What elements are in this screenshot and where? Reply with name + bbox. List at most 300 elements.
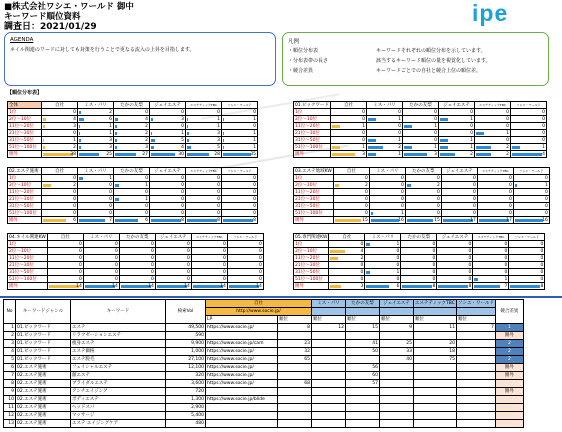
- row-rank: 12: [312, 324, 346, 332]
- rank-count: 0: [441, 182, 477, 189]
- grid-column-header: 自社: [42, 168, 78, 175]
- row-keyword: マッサージ: [71, 412, 166, 420]
- rank-count: 3: [42, 123, 78, 130]
- distribution-bar: [476, 146, 491, 149]
- distribution-bar: [402, 285, 432, 288]
- distribution-bar: [330, 257, 338, 260]
- rank-label: 11位〜20位: [294, 123, 331, 130]
- rank-count: 1: [366, 151, 402, 158]
- row-rank: 23: [278, 340, 312, 348]
- rank-count: 1: [365, 241, 401, 248]
- rank-count: 1: [369, 210, 405, 217]
- rank-count: 14: [227, 283, 263, 290]
- rank-count: 0: [513, 189, 549, 196]
- grid-column-header: ミス・パリ: [83, 234, 119, 241]
- row-rank: [456, 332, 495, 340]
- grid-row: [294, 144, 547, 151]
- rank-count: 0: [222, 109, 258, 116]
- grid-row: [294, 151, 547, 158]
- rank-count: 2: [114, 123, 150, 130]
- rank-count: 0: [477, 196, 513, 203]
- rank-count: 0: [42, 109, 78, 116]
- row-rank: [312, 412, 346, 420]
- rank-count: 0: [83, 269, 119, 276]
- section-title: 【順位分布表】: [7, 90, 43, 96]
- grid-column-header: ソシエ・ワールド: [513, 168, 549, 175]
- rank-count: 0: [78, 210, 114, 217]
- grid-row: [294, 123, 547, 130]
- grid-title: 03.エステ地域KW: [295, 168, 332, 174]
- distribution-bar: [515, 219, 543, 222]
- distribution-bar: [79, 125, 80, 128]
- rank-count: 0: [329, 276, 365, 283]
- rank-count: 2: [366, 144, 402, 151]
- grid-row: [8, 196, 258, 203]
- distribution-bar: [440, 146, 448, 149]
- distribution-bar: [187, 132, 189, 135]
- rank-count: 0: [114, 210, 150, 217]
- rank-count: 0: [369, 203, 405, 210]
- row-competitor-diff: 2: [495, 348, 523, 356]
- rank-count: 1: [513, 182, 549, 189]
- rank-count: 0: [222, 123, 258, 130]
- rank-count: 3: [186, 130, 222, 137]
- distribution-bar: [151, 132, 152, 135]
- rank-count: 0: [437, 276, 473, 283]
- rank-label: 圏外: [294, 151, 331, 158]
- rank-count: 0: [510, 123, 546, 130]
- rank-count: 0: [150, 175, 186, 182]
- row-rank: 9: [380, 324, 414, 332]
- rank-count: 0: [405, 203, 441, 210]
- distribution-bar: [79, 118, 84, 121]
- row-landing-page: https://www.socie.jp/cam: [206, 340, 278, 348]
- competitor-url: [414, 308, 457, 316]
- row-rank: [346, 420, 380, 428]
- grid-row: [8, 276, 264, 283]
- row-genre: 02.エステ施術: [16, 396, 71, 404]
- row-genre: 01.ビックワード: [16, 332, 71, 340]
- row-genre: 02.エステ施術: [16, 380, 71, 388]
- rank-count: 2: [438, 151, 474, 158]
- grid-title: 全体: [8, 102, 42, 109]
- grid-column-header: ソシエ・ワールド: [509, 234, 545, 241]
- rank-count: 0: [42, 175, 78, 182]
- distribution-bar: [404, 153, 427, 156]
- row-number: 5: [4, 356, 16, 364]
- rank-count: 1: [78, 123, 114, 130]
- row-landing-page: https://www.socie.jp/blide: [206, 396, 278, 404]
- row-competitor-diff: [495, 380, 523, 388]
- row-volume: 590: [166, 332, 206, 340]
- row-keyword: 痩身エステ: [71, 340, 166, 348]
- rank-count: 0: [42, 210, 78, 217]
- agenda-body: ネイル関連のワードに対しても対策を行うことで更なる流入の上昇を目指します。: [10, 47, 195, 53]
- row-rank: [380, 420, 414, 428]
- rank-count: 0: [369, 182, 405, 189]
- section-divider: [0, 296, 562, 298]
- rank-count: 0: [119, 276, 155, 283]
- table-row: [4, 340, 524, 348]
- row-rank: [346, 388, 380, 396]
- row-landing-page: https://www.socie.jp/: [206, 356, 278, 364]
- grid-column-header: ジェイエステ: [438, 102, 474, 109]
- rank-label: 51位〜100位: [294, 144, 331, 151]
- rank-count: 1: [473, 276, 509, 283]
- rank-count: 0: [401, 248, 437, 255]
- row-rank: [380, 364, 414, 372]
- row-landing-page: https://www.socie.jp/: [206, 348, 278, 356]
- rank-count: 0: [437, 269, 473, 276]
- rank-label: 1位: [8, 109, 42, 116]
- grid-row: [294, 210, 550, 217]
- grid-row: [294, 255, 545, 262]
- rank-label: 31位〜50位: [8, 269, 48, 276]
- grid-row: [8, 189, 258, 196]
- row-rank: [312, 348, 346, 356]
- row-rank: [346, 412, 380, 420]
- rank-count: 0: [438, 109, 474, 116]
- rank-count: 25: [78, 151, 114, 158]
- rank-count: 0: [509, 269, 545, 276]
- row-volume: 2,900: [166, 404, 206, 412]
- grid-row: [8, 151, 258, 158]
- distribution-bar: [223, 132, 224, 135]
- row-genre: 02.エステ施術: [16, 364, 71, 372]
- distribution-bar: [515, 184, 517, 187]
- rank-count: 0: [438, 130, 474, 137]
- rank-count: 0: [402, 130, 438, 137]
- grid-column-header: たかの友梨: [119, 234, 155, 241]
- row-number: 1: [4, 324, 16, 332]
- row-landing-page: https://www.socie.jp/: [206, 372, 278, 380]
- row-rank: [380, 396, 414, 404]
- rank-label: 11位〜20位: [8, 189, 42, 196]
- distribution-bar: [121, 285, 151, 288]
- rank-count: 0: [329, 241, 365, 248]
- rank-count: 0: [222, 182, 258, 189]
- grid-column-header: ミス・パリ: [365, 234, 401, 241]
- row-rank: [414, 388, 457, 396]
- grid-row: [294, 116, 547, 123]
- col-header-rank: 順位: [278, 316, 312, 324]
- grid-column-header: ジェイエステ: [155, 234, 191, 241]
- grid-column-header: たかの友梨: [401, 234, 437, 241]
- distribution-bar: [330, 250, 345, 253]
- rank-count: 6: [365, 283, 401, 290]
- distribution-bar: [223, 118, 224, 121]
- distribution-bar: [43, 125, 45, 128]
- row-rank: [380, 404, 414, 412]
- rank-count: 0: [186, 203, 222, 210]
- grid-row: [294, 137, 547, 144]
- distribution-bar: [440, 153, 455, 156]
- rank-count: 38: [42, 151, 78, 158]
- rank-count: 0: [405, 196, 441, 203]
- rank-count: 0: [513, 196, 549, 203]
- grid-row: [294, 109, 547, 116]
- row-keyword: ボディエステ: [71, 396, 166, 404]
- row-rank: [380, 412, 414, 420]
- row-rank: [312, 340, 346, 348]
- grid-column-header: ジェイエステ: [437, 234, 473, 241]
- row-number: 2: [4, 332, 16, 340]
- rank-count: 0: [473, 262, 509, 269]
- rank-count: 15: [333, 217, 369, 224]
- table-row: [4, 372, 524, 380]
- distribution-bar: [187, 153, 209, 156]
- grid-title: 01.ピックワード: [295, 102, 329, 108]
- row-number: 12: [4, 412, 16, 420]
- rank-count: 0: [329, 262, 365, 269]
- row-rank: 8: [278, 324, 312, 332]
- rank-count: 0: [186, 109, 222, 116]
- rank-label: 21位〜30位: [8, 130, 42, 137]
- rank-count: 0: [119, 262, 155, 269]
- rank-count: 0: [509, 248, 545, 255]
- row-rank: [380, 380, 414, 388]
- table-row: [4, 348, 524, 356]
- distribution-bar: [223, 153, 251, 156]
- grid-title: 05.専門関連KW: [295, 234, 328, 240]
- rank-count: 1: [114, 182, 150, 189]
- rank-count: 0: [150, 182, 186, 189]
- rank-label: 圏外: [294, 217, 334, 224]
- grid-row: [294, 189, 550, 196]
- grid-row: [8, 109, 258, 116]
- distribution-bar: [330, 285, 341, 288]
- grid-column-header: エステティックTBC: [191, 234, 227, 241]
- rank-count: 0: [155, 248, 191, 255]
- rank-count: 0: [227, 255, 263, 262]
- distribution-bar: [368, 118, 376, 121]
- row-volume: 320: [166, 372, 206, 380]
- rank-label: 51位〜100位: [8, 210, 42, 217]
- table-row: [4, 396, 524, 404]
- distribution-bar: [223, 146, 224, 149]
- agenda-title: AGENDA: [10, 37, 34, 43]
- rank-count: 0: [510, 109, 546, 116]
- rank-count: 0: [401, 255, 437, 262]
- row-rank: 50: [346, 348, 380, 356]
- rank-label: 1位: [294, 241, 329, 248]
- rank-label: 圏外: [8, 151, 42, 158]
- rank-label: 2位〜10位: [8, 248, 48, 255]
- grid-row: [8, 217, 258, 224]
- row-rank: [346, 332, 380, 340]
- rank-count: 0: [47, 241, 83, 248]
- rank-count: 0: [365, 276, 401, 283]
- distribution-bar: [115, 118, 118, 121]
- rank-count: 0: [509, 241, 545, 248]
- rank-count: 30: [150, 151, 186, 158]
- row-genre: 01.ビックワード: [16, 340, 71, 348]
- row-volume: 12,100: [166, 364, 206, 372]
- distribution-bar: [366, 271, 370, 274]
- legend-value: キーワードそれぞれの順位分布を示しています。: [376, 48, 486, 54]
- rank-label: 21位〜30位: [294, 262, 329, 269]
- grid-column-header: エステティックTBC: [473, 234, 509, 241]
- distribution-bar: [510, 285, 540, 288]
- rank-count: 0: [222, 196, 258, 203]
- rank-count: 0: [119, 255, 155, 262]
- rank-grid: [7, 233, 264, 290]
- rank-count: 0: [473, 269, 509, 276]
- rank-label: 31位〜50位: [8, 203, 42, 210]
- table-row: [4, 420, 524, 428]
- grid-column-header: ソシエ・ワールド: [510, 102, 546, 109]
- row-competitor-diff: [495, 420, 523, 428]
- rank-count: 0: [441, 189, 477, 196]
- distribution-bar: [49, 285, 79, 288]
- rank-count: 4: [329, 248, 365, 255]
- rank-count: 8: [509, 283, 545, 290]
- row-volume: 5,400: [166, 412, 206, 420]
- rank-count: 2: [42, 144, 78, 151]
- rank-count: 0: [155, 255, 191, 262]
- row-rank: 11: [414, 324, 457, 332]
- rank-count: 0: [441, 203, 477, 210]
- grid-row: [8, 210, 258, 217]
- row-volume: 9,900: [166, 340, 206, 348]
- row-rank: [456, 380, 495, 388]
- row-landing-page: [206, 388, 278, 396]
- grid-column-header: ミス・パリ: [78, 102, 114, 109]
- row-rank: [312, 356, 346, 364]
- row-rank: [312, 420, 346, 428]
- rank-count: 14: [47, 283, 83, 290]
- grid-row: [294, 182, 550, 189]
- distribution-bar: [85, 285, 115, 288]
- row-rank: [278, 388, 312, 396]
- rank-count: 1: [78, 175, 114, 182]
- grid-column-header: たかの友梨: [405, 168, 441, 175]
- rank-count: 17: [477, 217, 513, 224]
- rank-count: 0: [186, 175, 222, 182]
- row-rank: [456, 364, 495, 372]
- distribution-bar: [115, 139, 117, 142]
- row-rank: [312, 388, 346, 396]
- rank-count: 8: [401, 283, 437, 290]
- grid-column-header: 自社: [333, 168, 369, 175]
- rank-count: 0: [78, 189, 114, 196]
- rank-count: 0: [191, 241, 227, 248]
- row-rank: 41: [346, 340, 380, 348]
- grid-column-header: エステティックTBC: [186, 168, 222, 175]
- row-landing-page: [206, 412, 278, 420]
- col-header-rank: 順位: [312, 316, 346, 324]
- row-rank: [414, 396, 457, 404]
- distribution-bar: [43, 184, 51, 187]
- row-rank: 56: [346, 364, 380, 372]
- col-header-rank: 順位: [346, 316, 380, 324]
- distribution-bar: [151, 219, 181, 222]
- row-rank: [456, 348, 495, 356]
- rank-count: 0: [402, 116, 438, 123]
- rank-count: 0: [42, 130, 78, 137]
- row-rank: 65: [278, 356, 312, 364]
- rank-count: 0: [402, 137, 438, 144]
- rank-count: 0: [402, 109, 438, 116]
- rank-count: 0: [369, 196, 405, 203]
- rank-label: 2位〜10位: [294, 116, 331, 123]
- rank-count: 0: [510, 130, 546, 137]
- rank-label: 11位〜20位: [8, 123, 42, 130]
- row-rank: [278, 396, 312, 404]
- rank-count: 0: [42, 203, 78, 210]
- row-number: 9: [4, 388, 16, 396]
- row-rank: [312, 364, 346, 372]
- distribution-bar: [368, 153, 376, 156]
- row-rank: [278, 372, 312, 380]
- distribution-bar: [223, 219, 253, 222]
- row-rank: 20: [414, 340, 457, 348]
- distribution-bar: [512, 146, 520, 149]
- rank-label: 1位: [8, 175, 42, 182]
- ipe-logo: ipe: [472, 0, 509, 26]
- row-rank: [414, 380, 457, 388]
- row-competitor-diff: 圏外: [495, 364, 523, 372]
- rank-label: 51位〜100位: [8, 144, 42, 151]
- rank-count: 0: [509, 255, 545, 262]
- rank-count: 1: [402, 144, 438, 151]
- legend-value: キーワードごとでの自社と競合上位の順位差。: [376, 68, 482, 74]
- rank-count: 0: [42, 189, 78, 196]
- row-keyword: リラクゼーションエステ: [71, 332, 166, 340]
- grid-column-header: 自社: [329, 234, 365, 241]
- rank-count: 0: [78, 182, 114, 189]
- rank-count: 1: [438, 116, 474, 123]
- rank-count: 2: [78, 109, 114, 116]
- row-competitor-diff: 圏外: [495, 332, 523, 340]
- distribution-bar: [157, 285, 187, 288]
- rank-count: 0: [150, 123, 186, 130]
- rank-count: 0: [155, 262, 191, 269]
- row-competitor-diff: 圏外: [495, 372, 523, 380]
- rank-label: 21位〜30位: [8, 262, 48, 269]
- rank-count: 1: [186, 116, 222, 123]
- rank-count: 1: [438, 137, 474, 144]
- rank-count: 0: [473, 248, 509, 255]
- row-keyword: エステ エイジングケア: [71, 420, 166, 428]
- distribution-bar: [474, 278, 478, 281]
- grid-row: [8, 130, 258, 137]
- rank-count: 14: [119, 283, 155, 290]
- grid-row: [294, 283, 545, 290]
- row-volume: 27,100: [166, 356, 206, 364]
- rank-label: 21位〜30位: [8, 196, 42, 203]
- rank-label: 1位: [8, 241, 48, 248]
- rank-count: 1: [222, 137, 258, 144]
- distribution-bar: [368, 139, 376, 142]
- grid-column-header: ミス・パリ: [366, 102, 402, 109]
- rank-count: 0: [186, 210, 222, 217]
- row-rank: [414, 420, 457, 428]
- rank-count: 0: [437, 255, 473, 262]
- rank-count: 0: [227, 262, 263, 269]
- rank-count: 0: [114, 189, 150, 196]
- row-rank: [312, 396, 346, 404]
- grid-row: [8, 241, 264, 248]
- row-rank: 60: [346, 372, 380, 380]
- rank-count: 0: [155, 241, 191, 248]
- competitor-url: [380, 308, 414, 316]
- row-number: 3: [4, 340, 16, 348]
- distribution-bar: [332, 146, 340, 149]
- row-rank: [414, 372, 457, 380]
- col-header-competitor: ソシエ・ワールド: [457, 300, 494, 306]
- rank-label: 1位: [294, 109, 331, 116]
